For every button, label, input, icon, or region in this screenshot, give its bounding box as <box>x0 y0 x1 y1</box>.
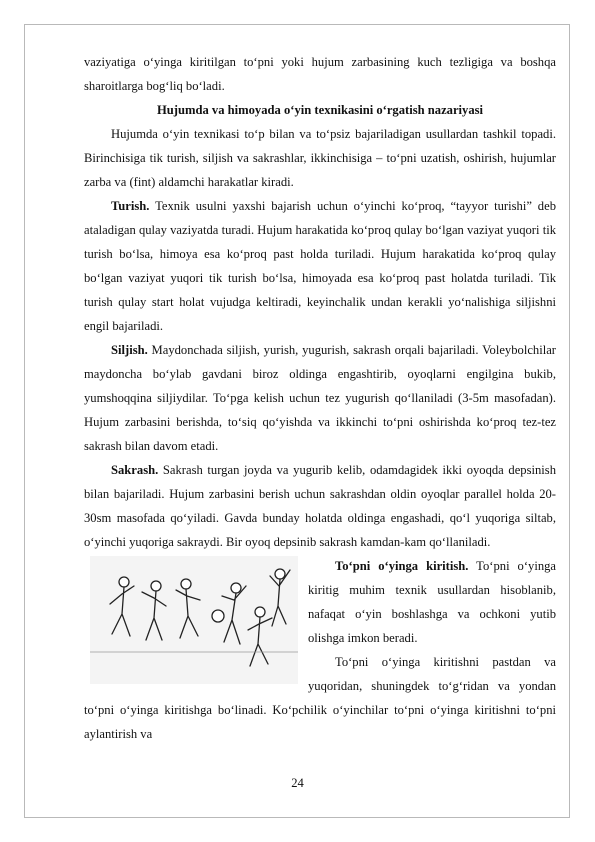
term-turish: Turish. <box>111 199 150 213</box>
paragraph-turish <box>84 194 556 338</box>
paragraph-sakrash <box>84 458 556 554</box>
text-sakrash: Sakrash turgan joyda va yugurib kelib, odamdagidek ikki oyoqda depsinish bilan bajariladi. Hujum zarbasini berish uchun sakrashdan oldin oyoqlar parallel holda 20-30sm masofada qo‘yiladi. Gavda bunday holatda oldinga engashadi, qo‘l yuqoriga siltab, o‘yinchi yuqoriga sakraydi. Bir oyoq depsinib sakrash kamdan-kam qo‘llaniladi. <box>84 463 556 549</box>
term-topni-oyinga-kiritish: To‘pni o‘yinga kiritish. <box>335 559 469 573</box>
text-siljish: Maydonchada siljish, yurish, yugurish, sakrash orqali bajariladi. Voleybolchilar maydoncha bo‘ylab gavdani biroz oldinga engashtirib, oyoqlarni engilgina bukib, yumshoqqina siljiydilar. To‘pga kelish uchun tez yugurish qo‘llaniladi (3-5m masofadan). Hujum zarbasini berishda, to‘siq qo‘yishda va ikkinchi to‘pni oshirishda ko‘proq tez-tez sakrash bilan davom etadi. <box>84 343 556 453</box>
page-number: 24 <box>291 776 304 790</box>
paragraph-siljish <box>84 338 556 458</box>
paragraph-continuation: vaziyatiga o‘yinga kiritilgan to‘pni yoki hujum zarbasining kuch tezligiga va boshqa sharoitlarga bog‘liq bo‘ladi. <box>84 55 556 93</box>
term-sakrash: Sakrash. <box>111 463 159 477</box>
volleyball-players-sketch <box>90 556 298 684</box>
page-content <box>84 50 556 746</box>
paragraph-kiritish-turlari: To‘pni o‘yinga kiritishni pastdan va yuqoridan, shuningdek to‘g‘ridan va yondan to‘pni o‘yinga kiritishga bo‘linadi. Ko‘pchilik o‘yinchilar to‘pni o‘yinga kiritishni to‘pni aylantirish va <box>84 655 556 741</box>
term-siljish: Siljish. <box>111 343 148 357</box>
text-topni-oyinga-kiritish: To‘pni o‘yinga kiritig muhim texnik usullardan hisoblanib, nafaqat o‘yin boshlashga va ochkoni yutib olishga imkon beradi. <box>308 559 557 645</box>
text-turish: Texnik usulni yaxshi bajarish uchun o‘yinchi ko‘proq, “tayyor turishi” deb ataladigan qulay vaziyatda turadi. Hujum harakatida ko‘proq qulay bo‘lgan vaziyat yuqori tik turish bo‘lsa, himoya esa ko‘proq past holda turiladi. Hujum harakatida ko‘proq qulay bo‘lgan vaziyat yuqori tik turish bo‘lsa, himoyada esa ko‘proq past holatda turiladi. Tik turish qulay start holat vujudga keltiradi, keyinchalik undan kerakli yo‘nalishiga siljishni engil bajariladi. <box>84 199 556 333</box>
section-heading: Hujumda va himoyada o‘yin texnikasini o‘rgatish nazariyasi <box>156 103 484 117</box>
figure-players-illustration <box>90 556 298 684</box>
paragraph-hujum-texnikasi: Hujumda o‘yin texnikasi to‘p bilan va to‘psiz bajariladigan usullardan tashkil topadi. Birinchisiga tik turish, siljish va sakrashlar, ikkinchisiga – to‘pni uzatish, oshirish, hujumlar zarba va (fint) aldamchi harakatlar kiradi. <box>84 127 556 189</box>
